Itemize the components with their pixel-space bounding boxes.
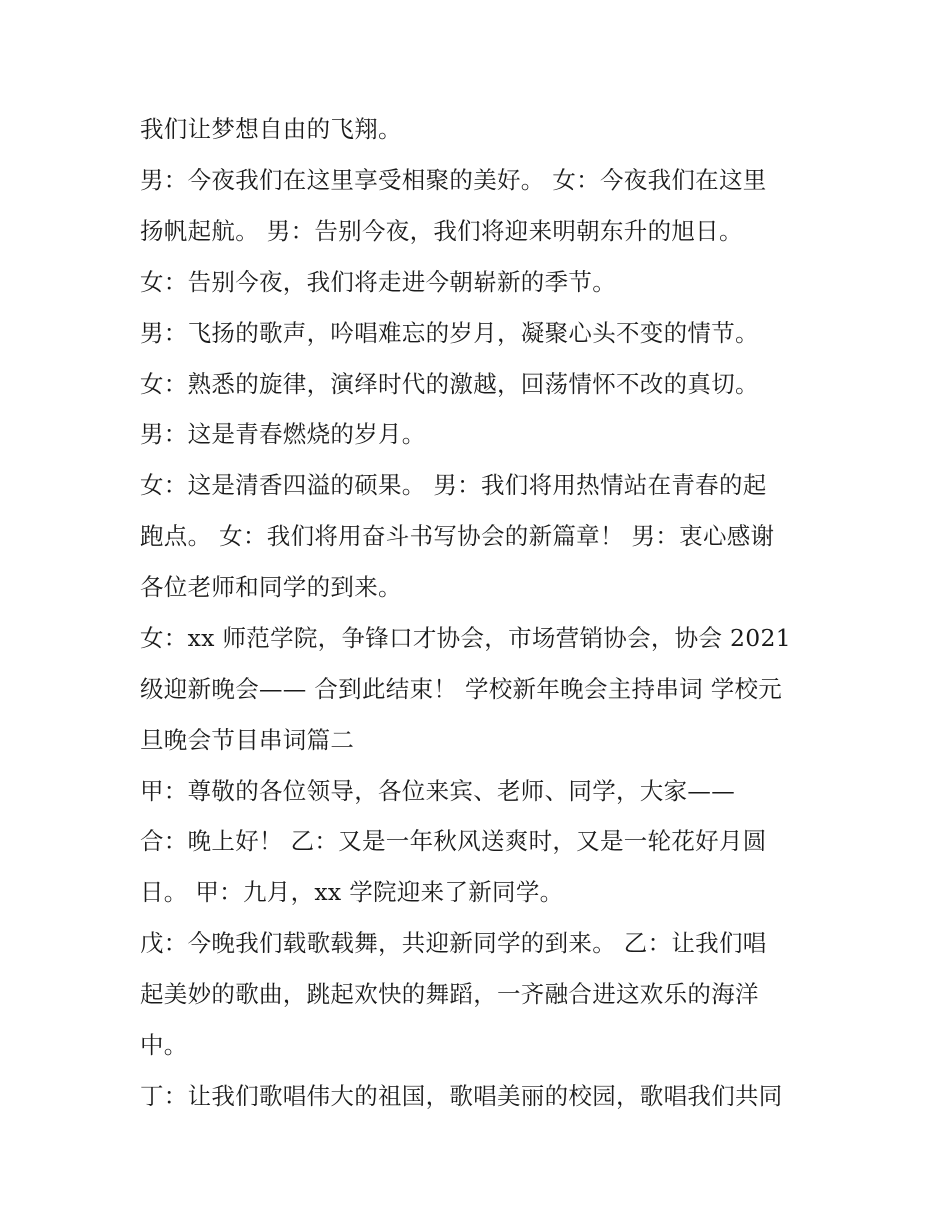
text-line: 起美妙的歌曲，跳起欢快的舞蹈，一齐融合进这欢乐的海洋: [140, 980, 759, 1008]
text-line: 扬帆起航。 男：告别今夜，我们将迎来明朝东升的旭日。: [140, 217, 743, 245]
text-line: 合：晚上好！ 乙：又是一年秋风送爽时，又是一轮花好月圆: [140, 827, 767, 855]
text-line: 日。 甲：九月，xx 学院迎来了新同学。: [140, 878, 564, 906]
text-line: 女：xx 师范学院，争锋口才协会，市场营销协会，协会 2021: [140, 624, 792, 652]
text-line: 各位老师和同学的到来。: [140, 573, 402, 601]
text-line: 甲：尊敬的各位领导，各位来宾、老师、同学，大家——: [140, 777, 735, 805]
text-line: 级迎新晚会—— 合到此结束！ 学校新年晚会主持串词 学校元: [140, 675, 783, 703]
text-line: 女：熟悉的旋律，演绎时代的激越，回荡情怀不改的真切。: [140, 370, 759, 398]
text-line: 我们让梦想自由的飞翔。: [140, 115, 402, 143]
text-line: 戊：今晚我们载歌载舞，共迎新同学的到来。 乙：让我们唱: [140, 929, 767, 957]
text-line: 女：这是清香四溢的硕果。 男：我们将用热情站在青春的起: [140, 471, 767, 499]
text-line: 女：告别今夜，我们将走进今朝崭新的季节。: [140, 268, 616, 296]
text-line: 丁：让我们歌唱伟大的祖国，歌唱美丽的校园，歌唱我们共同: [140, 1082, 783, 1110]
text-line: 男：今夜我们在这里享受相聚的美好。 女：今夜我们在这里: [140, 166, 767, 194]
text-line: 中。: [140, 1031, 188, 1059]
text-line: 跑点。 女：我们将用奋斗书写协会的新篇章！ 男：衷心感谢: [140, 522, 775, 550]
text-line: 男：这是青春燃烧的岁月。: [140, 420, 426, 448]
text-line: 男：飞扬的歌声，吟唱难忘的岁月，凝聚心头不变的情节。: [140, 319, 759, 347]
text-line: 旦晚会节目串词篇二: [140, 726, 355, 754]
